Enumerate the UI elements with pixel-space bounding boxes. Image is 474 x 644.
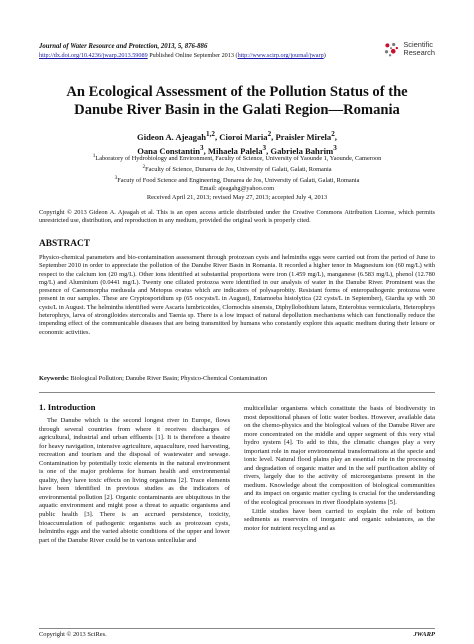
abstract-heading: ABSTRACT bbox=[39, 239, 91, 249]
footer-journal-abbrev: JWARP bbox=[413, 631, 435, 638]
affiliation-line: $^1$Laboratory of Hydrobiology and Environment, Faculty of Science, University of Yaounde 1, Yaounde, Cameroon bbox=[92, 153, 382, 163]
affiliations bbox=[39, 152, 435, 193]
intro-right-column bbox=[244, 405, 435, 533]
journal-citation: Journal of Water Resource and Protection, 2013, 5, 876-886 bbox=[39, 43, 208, 50]
publisher-logo bbox=[382, 40, 435, 58]
affiliation-line: $^3$Facuty of Food Science and Engineering, Dunarea de Jos, University of Galati, Galati, Romania bbox=[114, 175, 360, 185]
logo-line2: Research bbox=[403, 48, 435, 57]
authors-line: Oana Constantin$^3$, Mihaela Palela$^3$, Gabriela Bahrim$^3$ bbox=[137, 143, 337, 156]
intro-left-column: The Danube which is the second longest river in Europe, flows through several countries from where it receives discharges of agricultural, industrial and urban effluents [1]. It is therefore a theatre for heavy navigation, intensive agriculture, aquaculture, reed harvesting, recreation and tourism and the disposal of wastewater and sewage. Contamination by potentially toxic elements in the natural environment is one of the major problems for human health and environmental quality, they have toxic effects on living organisms [2]. Trace elements have been identified in previous studies as the indicators of environmental pollution [2]. Organic contaminants are ubiquitous in the aquatic environment and might pose a threat to aquatic organisms and public health [3]. There is an accrued persistence, toxicity, bioaccumulation of pathogenic organisms such as protozoan cysts, helminths eggs and the varied abiotic conditions of the upper and lower part of the Danube River could be in various unicellular and bbox=[39, 417, 230, 544]
published-close: ) bbox=[323, 52, 326, 59]
keywords-label: Keywords: bbox=[39, 375, 69, 382]
scientific-research-logo-icon bbox=[382, 40, 400, 58]
title-line: Danube River Basin in the Galati Region—Romania bbox=[74, 102, 400, 118]
title-line: An Ecological Assessment of the Pollution Status of the bbox=[66, 84, 408, 100]
intro-paragraph: multicellular organisms which constitute the basis of biodiversity in most depositional phases of lotic water bodies. However, available data on the chemo-physics and the biological values of the Danube River are more concentrated on the middle and upper segment of this very vital hydro system [4]. To add to this, the climatic changes play a very important role in major environmental transformations at the specie and ionic level. Natural flood plains play an essential role in the processing and degradation of organic matter and in the self purification ability of rivers, largely due to the activity of microorganisms present in the medium. Knowledge about the composition of biological communities and its impact on organic matter cycling is crucial for the understanding of the ecological processes in river floodplain systems [5]. bbox=[244, 405, 435, 507]
authors-line: Gideon A. Ajeagah$^{1,2}$, Cioroi Maria$^2$, Praisler Mirela$^2$, bbox=[137, 130, 337, 142]
journal-header bbox=[39, 42, 435, 60]
affiliation-line: $^2$Faculty of Science, Dunarea de Jos, University of Galati, Galati, Romania bbox=[142, 164, 332, 174]
author-email: Email: ajeagahg@yahoo.com bbox=[199, 185, 275, 193]
article-dates: Received April 21, 2013; revised May 27, 2013; accepted July 4, 2013 bbox=[146, 194, 328, 201]
doi-line bbox=[39, 48, 435, 60]
copyright-notice: Copyright © 2013 Gideon A. Ajeagah et al. This is an open access article distributed under the Creative Commons Attribution License, which permits unrestricted use, distribution, and reproduction in any medium, provided the original work is properly cited. bbox=[39, 209, 435, 225]
abstract-body: Physico-chemical parameters and bio-contamination assessment through protozoan cysts and helminths eggs were carried out from the period of June to September 2010 in order to appreciate the pollution of the Danube River Basin in Romania. It recorded a higher tenor in Magnesium ion (60 mg/L) with respect to the calcium ion (20 mg/L). Other ions identified at substantial proportions were iron (1.459 mg/L), manganese (6.583 mg/L), phenol (12.780 mg/L) and Aluminium (0.0441 mg/L). Twenty one ciliated protozoa were identified in our analysis of water in the Danube River. Prominent was the presence of Caenomorpha medusula and Metopus ovatus which are indicators of polysaprobity. Resistant forms of enteropathogenic protozoa were present in our samples. These are Cryptosporidium sp (65 oocysts/L in August), Entamoeba histolytica (22 cysts/L in September), Giardia sp with 30 cysts/L in August. The helminths identified were Ascaris lumbricoides, Clornochis sinensis, Diphyllobothium latum, Enterobius vermicularis, Heterophrys heterophrys, larva of strongiloides stercoralis and Taenia sp. There is a low impact of natural depollution mechanisms which can functionally reduce the impending effect of the communicable diseases that are being transmitted by humans who constantly explore this aquatic medium during their leisure or economic activities. bbox=[39, 254, 435, 336]
journal-url-link[interactable]: http://www.scirp.org/journal/jwarp bbox=[237, 52, 324, 59]
section-divider bbox=[39, 392, 435, 393]
footer-divider bbox=[39, 628, 435, 629]
logo-line1: Scientific bbox=[403, 40, 433, 49]
footer-copyright: Copyright © 2013 SciRes. bbox=[39, 631, 107, 638]
intro-heading: 1. Introduction bbox=[39, 402, 96, 412]
published-text: Published Online September 2013 ( bbox=[147, 52, 238, 59]
paper-title bbox=[39, 83, 435, 119]
keywords-line bbox=[39, 375, 435, 383]
intro-paragraph: Little studies have been carried to explain the role of bottom sediments as reservoirs of inorganic and organic substances, as the motor for nutrient recycling and as bbox=[244, 507, 435, 532]
doi-link[interactable]: http://dx.doi.org/10.4236/jwarp.2013.59089 bbox=[39, 52, 148, 59]
keywords-list: Biological Pollution; Danube River Basin; Physico-Chemical Contamination bbox=[68, 375, 268, 382]
